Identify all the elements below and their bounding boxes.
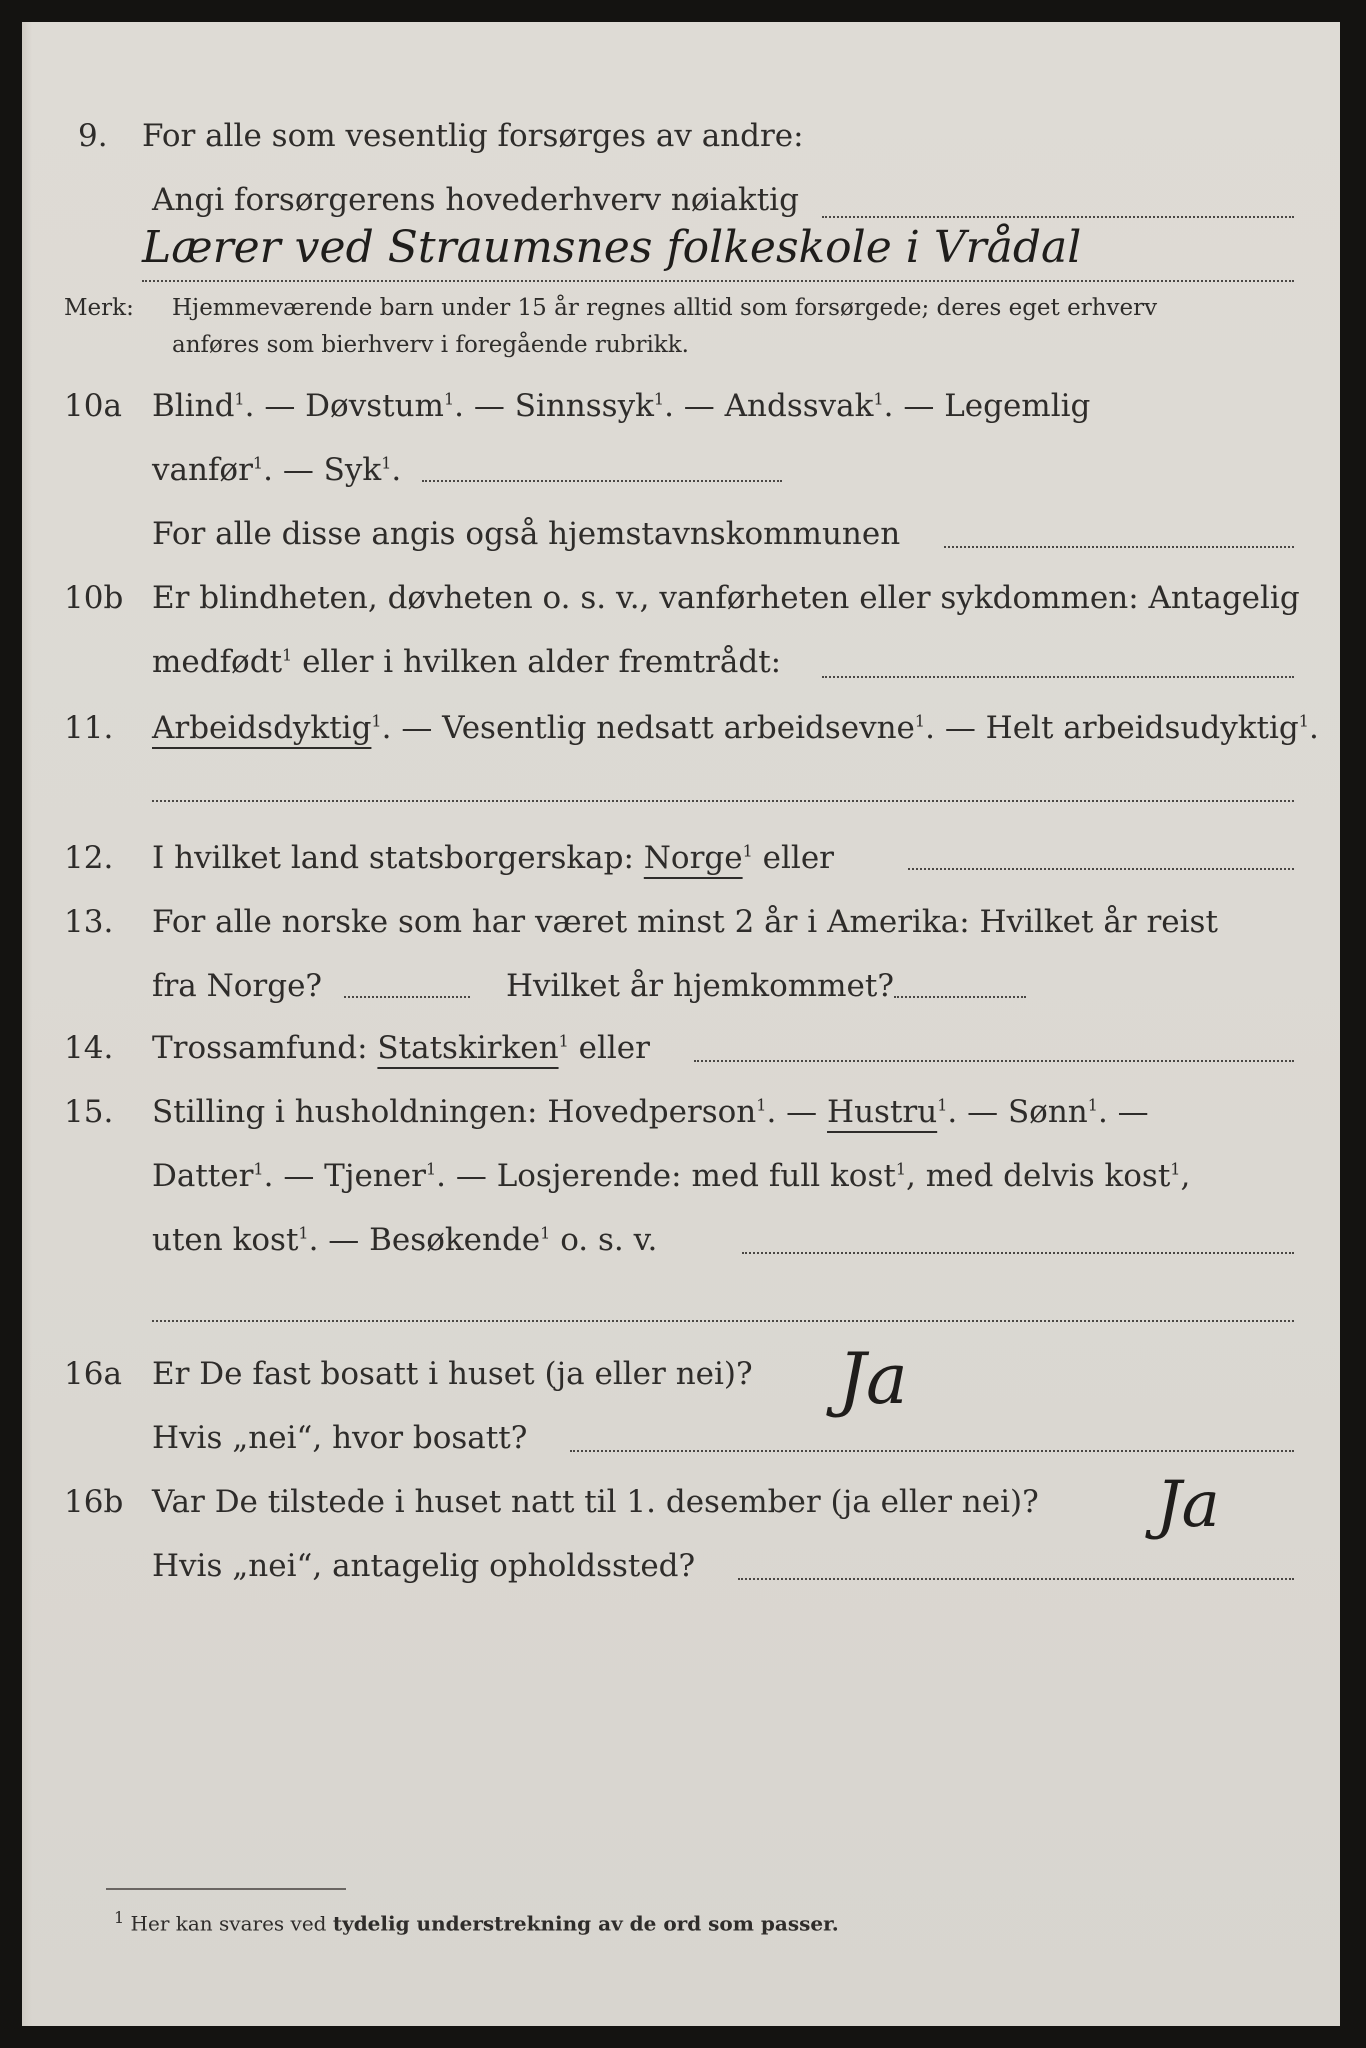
scan-shadow — [22, 22, 32, 2026]
item-9-dotted-line — [822, 216, 1294, 218]
underlined-answer-arbeidsdyktig: Arbeidsdyktig — [152, 710, 372, 746]
underlined-answer-hustru: Hustru — [827, 1094, 938, 1130]
item-16b-number: 16b — [64, 1484, 124, 1520]
merk-label: Merk: — [64, 295, 134, 321]
item-15-line-1: Stilling i husholdningen: Hovedperson$^1$. — Hustru$^1$. — Sønn$^1$. — — [152, 1094, 1149, 1130]
item-11-number: 11. — [64, 710, 114, 746]
item-10b-dotted-line — [822, 676, 1294, 678]
item-16b-line-1: Var De tilstede i huset natt til 1. desember (ja eller nei)? — [152, 1484, 1039, 1520]
item-10a-number: 10a — [64, 388, 122, 424]
item-9-prompt: Angi forsørgerens hovederhverv nøiaktig — [152, 182, 799, 218]
item-14-dotted-line — [694, 1060, 1294, 1062]
item-13-line-2b: Hvilket år hjemkommet? — [506, 968, 894, 1004]
item-14-line: Trossamfund: Statskirken$^1$ eller — [152, 1030, 650, 1066]
item-16a-line-1: Er De fast bosatt i huset (ja eller nei)? — [152, 1356, 753, 1392]
item-12-line: I hvilket land statsborgerskap: Norge$^1$ eller — [152, 840, 834, 876]
item-10b-line-1: Er blindheten, døvheten o. s. v., vanførheten eller sykdommen: Antagelig — [152, 580, 1300, 616]
item-13-line-2a: fra Norge? — [152, 968, 323, 1004]
item-9-handwritten-answer[interactable]: Lærer ved Straumsnes folkeskole i Vrådal — [142, 222, 1082, 273]
item-10a-dotted-line-2 — [944, 546, 1294, 548]
item-14-number: 14. — [64, 1030, 114, 1066]
form-page — [22, 22, 1340, 2026]
footnote-separator — [106, 1888, 346, 1890]
item-10b-line-2: medfødt$^1$ eller i hvilken alder fremtrådt: — [152, 644, 782, 680]
item-10a-line-1: Blind$^1$. — Døvstum$^1$. — Sinnssyk$^1$. — Andssvak$^1$. — Legemlig — [152, 388, 1091, 424]
item-9-number: 9. — [78, 118, 108, 154]
item-10b-number: 10b — [64, 580, 124, 616]
item-16a-line-2: Hvis „nei“, hvor bosatt? — [152, 1420, 528, 1456]
footnote: $^1$ Her kan svares ved tydelig understrekning av de ord som passer. — [114, 1908, 839, 1936]
item-13-dotted-line-1 — [344, 996, 470, 998]
item-15-line-2: Datter$^1$. — Tjener$^1$. — Losjerende: med full kost$^1$, med delvis kost$^1$, — [152, 1158, 1191, 1194]
item-13-dotted-line-2 — [894, 996, 1026, 998]
item-10a-dotted-line — [422, 480, 782, 482]
item-12-dotted-line — [908, 868, 1294, 870]
item-11-line: Arbeidsdyktig$^1$. — Vesentlig nedsatt arbeidsevne$^1$. — Helt arbeidsudyktig$^1$. — [152, 710, 1319, 746]
item-15-line-3: uten kost$^1$. — Besøkende$^1$ o. s. v. — [152, 1222, 658, 1258]
merk-line-2: anføres som bierhverv i foregående rubrikk. — [172, 332, 689, 358]
item-10a-line-3: For alle disse angis også hjemstavnskommunen — [152, 516, 901, 552]
item-16a-dotted-line — [570, 1450, 1294, 1452]
item-16b-handwritten-answer[interactable]: Ja — [1156, 1468, 1220, 1542]
underlined-answer-statskirken: Statskirken — [377, 1030, 559, 1066]
item-16a-handwritten-answer[interactable]: Ja — [838, 1338, 908, 1420]
item-16b-line-2: Hvis „nei“, antagelig opholdssted? — [152, 1548, 696, 1584]
item-13-line-1: For alle norske som har været minst 2 år i Amerika: Hvilket år reist — [152, 904, 1218, 940]
item-16a-number: 16a — [64, 1356, 122, 1392]
item-13-number: 13. — [64, 904, 114, 940]
merk-line-1: Hjemmeværende barn under 15 år regnes alltid som forsørgede; deres eget erhverv — [172, 295, 1158, 321]
item-11-dotted-line — [152, 800, 1294, 802]
item-9-answer-line — [142, 280, 1294, 282]
item-12-number: 12. — [64, 840, 114, 876]
item-9-text: For alle som vesentlig forsørges av andre: — [142, 118, 804, 154]
item-15-dotted-line-2 — [152, 1320, 1294, 1322]
underlined-answer-norge: Norge — [643, 840, 743, 876]
item-15-number: 15. — [64, 1094, 114, 1130]
item-10a-line-2: vanfør$^1$. — Syk$^1$. — [152, 452, 402, 488]
item-16b-dotted-line — [738, 1578, 1294, 1580]
item-15-dotted-line — [742, 1252, 1294, 1254]
